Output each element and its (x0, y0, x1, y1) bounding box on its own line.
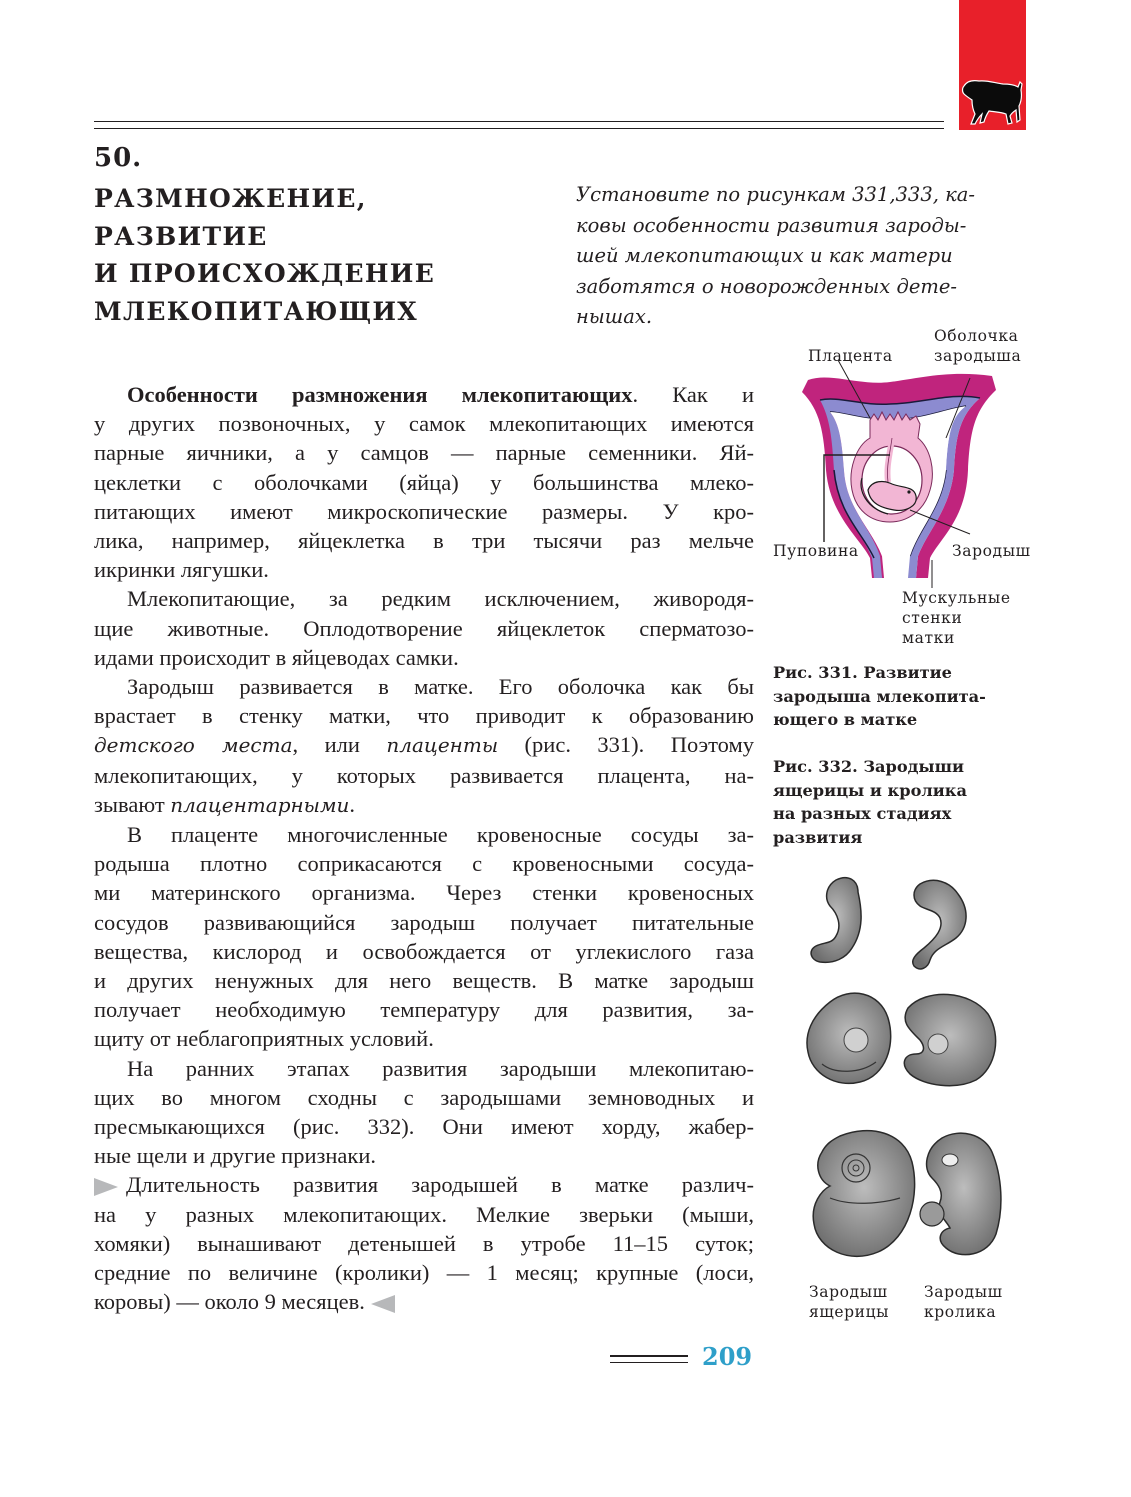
paragraph-4-line: родыша плотно соприкасаются с кровеносными сосуда- (94, 851, 754, 877)
paragraph-4-line: и других ненужных для него веществ. В матке зародыш (94, 968, 754, 994)
label-membrane: Оболочка зародыша (934, 327, 1022, 365)
label-embryo: Зародыш (952, 542, 1031, 560)
section-subheading: Особенности размножения млекопитающих (127, 382, 633, 407)
label-rabbit-embryo: Зародыш кролика (924, 1283, 1003, 1321)
paragraph-1-line: питающих имеют микроскопические размеры. У кро- (94, 498, 754, 524)
task-line: шей млекопитающих и как матери (576, 244, 953, 267)
rabbit-embryo-stage-1 (913, 880, 966, 969)
paragraph-5-line: На ранних этапах развития зародыши млекопитаю- (127, 1055, 754, 1081)
paragraph-4-line: сосудов развивающийся зародыш получает питательные (94, 909, 754, 935)
triangle-right-icon (94, 1178, 118, 1196)
embryo-stages-illustration (800, 868, 1020, 1268)
paragraph-6-line: Длительность развития зародышей в матке различ- (94, 1170, 754, 1199)
paragraph-1-line: Особенности размножения млекопитающих. Как и (127, 382, 754, 407)
rabbit-embryo-stage-2 (904, 994, 995, 1085)
paragraph-4-line: получает необходимую температуру для развития, за- (94, 997, 754, 1023)
task-question (576, 180, 1036, 333)
task-line: ковы особенности развития зароды- (576, 213, 967, 237)
paragraph-6-line: коровы) — около 9 месяцев. (94, 1287, 754, 1316)
term-placental: плацентарными (170, 792, 350, 817)
label-muscle-walls: Мускульные стенки матки (902, 589, 1011, 647)
figure-332-caption: Рис. 332. Зародыши ящерицы и кролика на разных стадиях развития (773, 757, 967, 847)
header-rule-bottom (94, 128, 944, 129)
paragraph-1-line: цеклетки с оболочками (яйца) у большинства млеко- (94, 469, 754, 495)
page-number: 209 (702, 1342, 753, 1371)
paragraph-3-line: врастает в стенку матки, что приводит к образованию (94, 703, 754, 729)
paragraph-5-line: щих во многом сходны с зародышами земноводных и (94, 1084, 754, 1110)
title-line: РАЗВИТИЕ (94, 221, 268, 251)
term-placenta: плаценты (386, 733, 499, 758)
title-line: МЛЕКОПИТАЮЩИХ (94, 296, 418, 326)
lizard-embryo-stage-3 (813, 1131, 914, 1257)
footer-rule (610, 1355, 688, 1357)
main-text (94, 380, 754, 1317)
paragraph-6-line: хомяки) вынашивают детенышей в утробе 11–15 суток; (94, 1230, 754, 1256)
lesson-title (94, 180, 435, 330)
paragraph-3-line: детского места, или плаценты (рис. 331). Поэтому (94, 732, 754, 758)
paragraph-2-line: Млекопитающие, за редким исключением, живородя- (127, 586, 754, 612)
footer-rule (610, 1362, 688, 1364)
label-lizard-embryo: Зародыш ящерицы (809, 1283, 890, 1321)
paragraph-1-line: икринки лягушки. (94, 557, 269, 583)
section-tab-marker (959, 0, 1026, 130)
paragraph-6-line: на у разных млекопитающих. Мелкие зверьки (мыши, (94, 1201, 754, 1227)
paragraph-4-line: вещества, кислород и освобождается от углекислого газа (94, 938, 754, 964)
label-placenta: Плацента (808, 347, 893, 365)
figure-331-uterus-diagram (770, 320, 1060, 650)
lizard-embryo-stage-1 (811, 878, 861, 963)
title-line: РАЗМНОЖЕНИЕ, (94, 184, 367, 213)
paragraph-4-line: ми материнского организма. Через стенки кровеносных (94, 880, 754, 906)
paragraph-3-line: зывают плацентарными. (94, 791, 356, 817)
paragraph-2-line: щие животные. Оплодотворение яйцеклеток сперматозо- (94, 615, 754, 641)
paragraph-3-line: Зародыш развивается в матке. Его оболочка как бы (127, 674, 754, 700)
header-rule-top (94, 121, 944, 122)
triangle-left-icon (371, 1295, 395, 1313)
task-line: Установите по рисункам 331,333, ка- (576, 183, 975, 206)
paragraph-3-line: млекопитающих, у которых развивается плацента, на- (94, 762, 754, 788)
label-umbilical-cord: Пуповина (773, 542, 859, 560)
task-line: заботятся о новорожденных дете- (576, 274, 958, 298)
figure-332-embryos (800, 868, 1020, 1321)
title-line: И ПРОИСХОЖДЕНИЕ (94, 259, 436, 288)
paragraph-6-line: средние по величине (кролики) — 1 месяц; крупные (лоси, (94, 1260, 754, 1286)
paragraph-2-line: идами происходит в яйцеводах самки. (94, 644, 459, 670)
task-line: нышах. (576, 305, 653, 328)
hyena-silhouette-icon (961, 78, 1025, 128)
lesson-number: 50. (94, 143, 143, 173)
footer-rules (610, 1355, 688, 1368)
paragraph-4-line: щиту от неблагоприятных условий. (94, 1026, 434, 1052)
rabbit-embryo-stage-3 (927, 1133, 1001, 1254)
paragraph-1-line: лика, например, яйцеклетка в три тысячи раз мельче (94, 528, 754, 554)
paragraph-5-line: ные щели и другие признаки. (94, 1143, 377, 1169)
paragraph-1-line: парные яичники, а у самцов — парные семенники. Яй- (94, 440, 754, 466)
term-detskoe-mesto: детского места (94, 733, 293, 758)
paragraph-5-line: пресмыкающихся (рис. 332). Они имеют хорду, жабер- (94, 1114, 754, 1140)
figure-331-caption: Рис. 331. Развитие зародыша млекопита- ющего в матке (773, 663, 986, 729)
paragraph-1-line: у других позвоночных, у самок млекопитающих имеются (94, 411, 754, 437)
paragraph-4-line: В плаценте многочисленные кровеносные сосуды за- (127, 822, 754, 848)
